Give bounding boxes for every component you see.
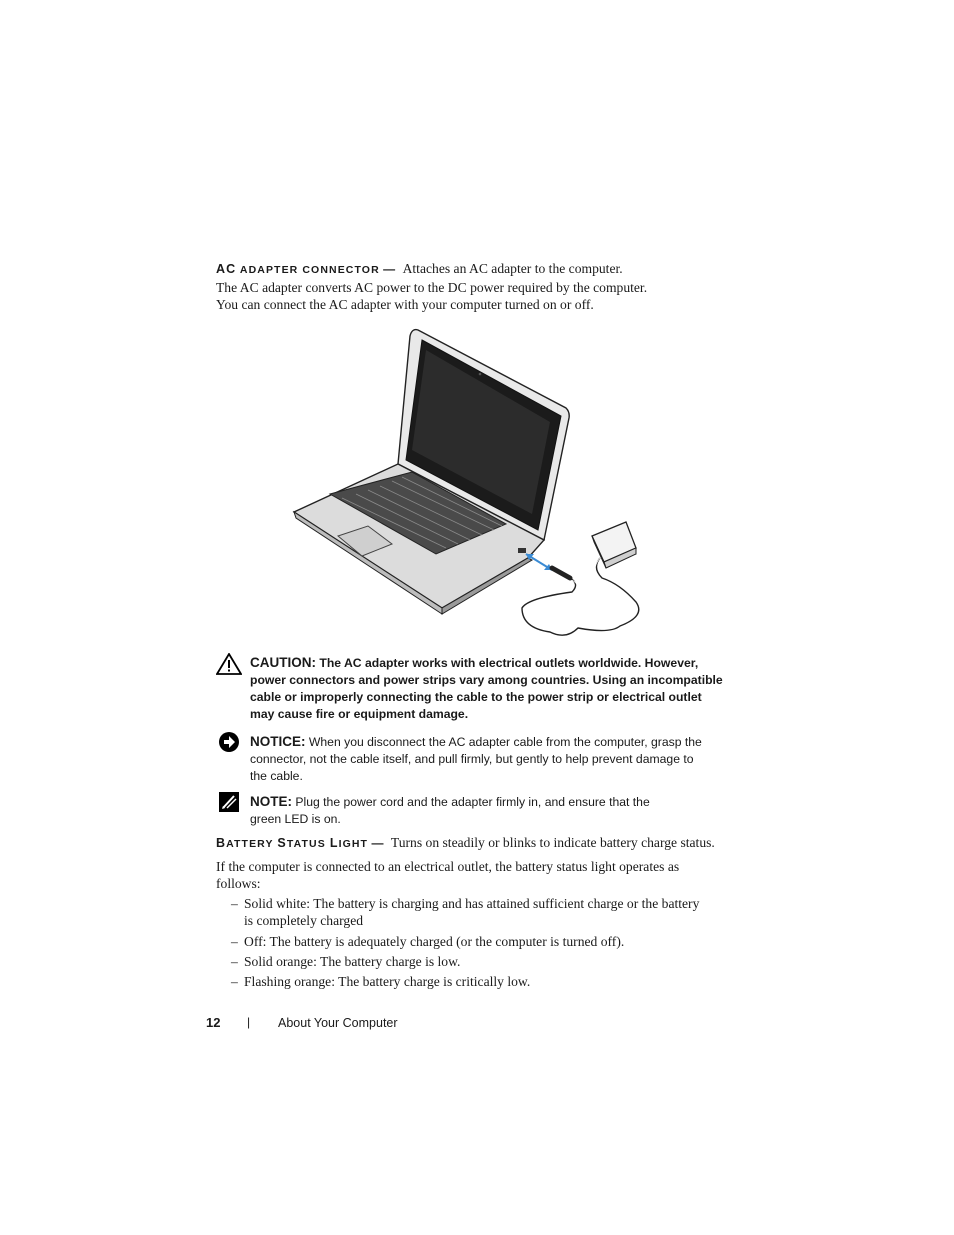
list-item-line-1: Solid white: The battery is charging and has attained sufficient charge or the battery bbox=[244, 896, 700, 911]
notice-text-1: When you disconnect the AC adapter cable from the computer, grasp the bbox=[308, 735, 702, 749]
notice-line-1 bbox=[250, 733, 720, 751]
ac-adapter-line-3: You can connect the AC adapter with your computer turned on or off. bbox=[216, 297, 594, 312]
note-text-1: Plug the power cord and the adapter firmly in, and ensure that the bbox=[295, 795, 650, 809]
list-item-text: Off: The battery is adequately charged (or the computer is turned off). bbox=[244, 934, 625, 949]
laptop-with-ac-adapter-illustration bbox=[270, 322, 660, 644]
battery-status-description: Turns on steadily or blinks to indicate battery charge status. bbox=[390, 835, 715, 850]
caution-text-1: The AC adapter works with electrical outlets worldwide. However, bbox=[319, 656, 699, 670]
ac-adapter-cable bbox=[522, 558, 639, 635]
caution-line-1 bbox=[250, 654, 720, 672]
notice-line-2: connector, not the cable itself, and pull firmly, but gently to help prevent damage to bbox=[250, 752, 694, 766]
caution-warning-icon bbox=[216, 653, 242, 675]
notice-arrow-icon bbox=[218, 731, 240, 753]
notice-block bbox=[250, 733, 720, 785]
note-pencil-icon bbox=[218, 791, 240, 813]
note-line-1 bbox=[250, 793, 720, 811]
list-item-text: Flashing orange: The battery charge is critically low. bbox=[244, 974, 531, 989]
ac-adapter-dash: — bbox=[383, 262, 396, 276]
list-item-text: Solid orange: The battery charge is low. bbox=[244, 954, 461, 969]
notice-line-3: the cable. bbox=[250, 769, 303, 783]
note-label: NOTE: bbox=[250, 794, 292, 809]
caution-label: CAUTION: bbox=[250, 655, 316, 670]
battery-status-term: BATTERY STATUS LIGHT bbox=[216, 836, 369, 850]
battery-intro-line-2: follows: bbox=[216, 876, 261, 891]
list-dash: – bbox=[231, 954, 238, 969]
note-block bbox=[250, 793, 720, 828]
list-item-text bbox=[244, 895, 716, 929]
battery-status-intro bbox=[216, 858, 736, 892]
caution-line-3: cable or improperly connecting the cable to the power strip or electrical outlet bbox=[250, 690, 702, 704]
ac-adapter-line-1: Attaches an AC adapter to the computer. bbox=[402, 261, 623, 276]
ac-adapter-first-line bbox=[216, 260, 736, 279]
list-dash: – bbox=[231, 974, 238, 989]
list-item-line-2: is completely charged bbox=[244, 913, 364, 928]
battery-status-dash: — bbox=[371, 836, 384, 850]
battery-intro-line-1: If the computer is connected to an electrical outlet, the battery status light operates as bbox=[216, 859, 680, 874]
caution-block bbox=[250, 654, 723, 723]
list-dash: – bbox=[231, 896, 238, 911]
notice-label: NOTICE: bbox=[250, 734, 306, 749]
ac-adapter-term: AC ADAPTER CONNECTOR bbox=[216, 262, 380, 276]
ac-adapter-line-2: The AC adapter converts AC power to the DC power required by the computer. bbox=[216, 280, 648, 295]
page-number: 12 bbox=[206, 1015, 221, 1030]
ac-adapter-paragraph bbox=[216, 260, 736, 313]
list-dash: – bbox=[231, 934, 238, 949]
caution-line-4: may cause fire or equipment damage. bbox=[250, 707, 469, 721]
note-line-2: green LED is on. bbox=[250, 812, 341, 826]
battery-status-heading-line bbox=[216, 834, 736, 853]
footer-separator: | bbox=[247, 1015, 251, 1029]
footer-chapter-title: About Your Computer bbox=[278, 1016, 398, 1030]
caution-line-2: power connectors and power strips vary among countries. Using an incompatible bbox=[250, 673, 723, 687]
connection-arrow bbox=[526, 554, 552, 570]
